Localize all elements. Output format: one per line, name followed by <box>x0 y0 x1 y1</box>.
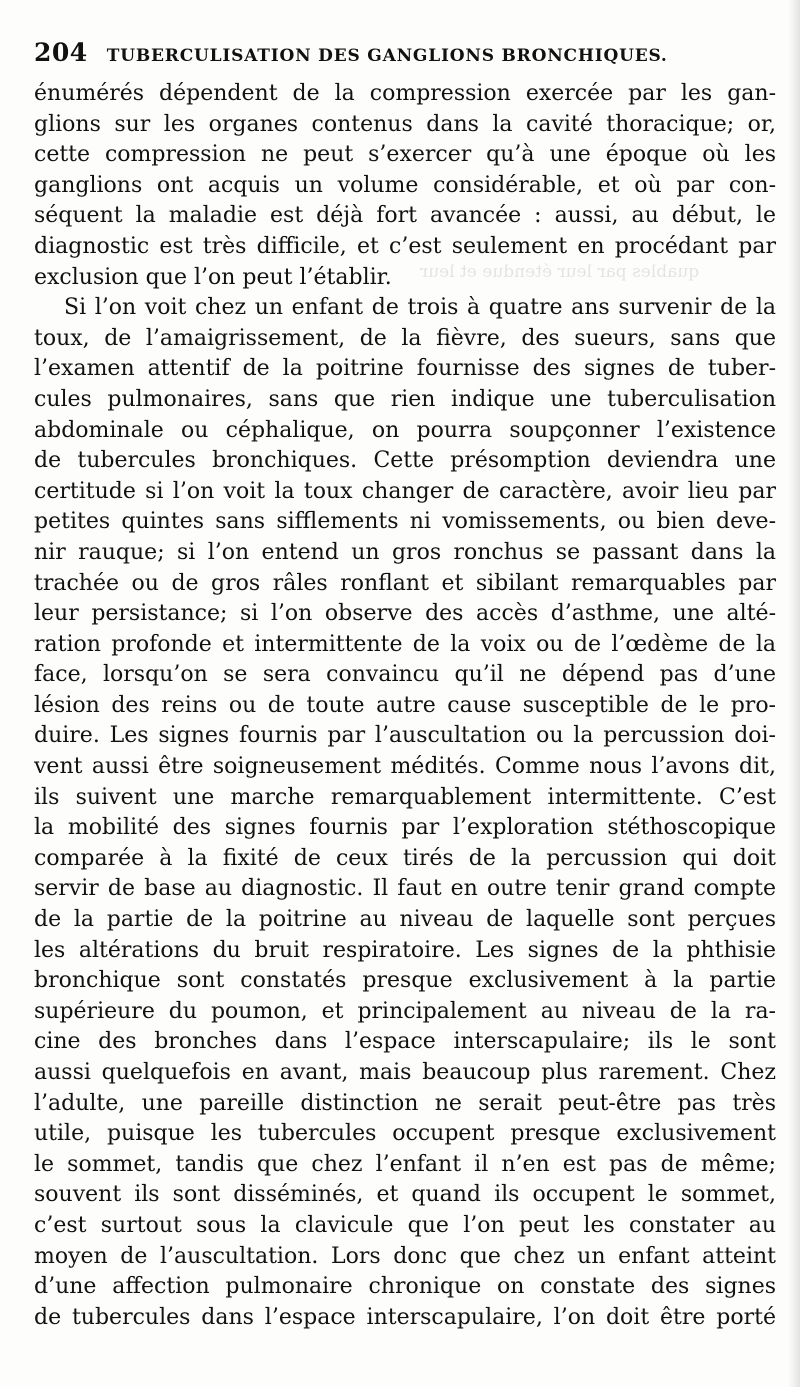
text-line: ganglions ont acquis un volume considérable, et où par con- <box>34 172 776 198</box>
text-line: cette compression ne peut s’exercer qu’à une époque où les <box>34 142 776 168</box>
text-line: de la partie de la poitrine au niveau de laquelle sont perçues <box>34 907 776 933</box>
text-line: séquent la maladie est déjà fort avancée : aussi, au début, le <box>34 203 776 229</box>
text-line: cine des bronches dans l’espace interscapulaire; ils le sont <box>34 1029 776 1055</box>
text-line: nir rauque; si l’on entend un gros ronchus se passant dans la <box>34 539 776 565</box>
text-line: l’examen attentif de la poitrine fournisse des signes de tuber- <box>34 356 776 382</box>
paragraph-first-line: Si l’on voit chez un enfant de trois à quatre ans survenir de la <box>64 295 776 321</box>
text-line: aussi quelquefois en avant, mais beaucoup plus rarement. Chez <box>34 1060 776 1085</box>
text-line: face, lorsqu’on se sera convaincu qu’il ne dépend pas d’une <box>34 662 776 688</box>
text-line: leur persistance; si l’on observe des accès d’asthme, une alté- <box>34 601 776 627</box>
text-line: vent aussi être soigneusement médités. Comme nous l’avons dit, <box>34 754 776 780</box>
text-line: ration profonde et intermittente de la voix ou de l’œdème de la <box>34 631 776 657</box>
text-line: servir de base au diagnostic. Il faut en outre tenir grand compte <box>34 876 776 902</box>
text-line: trachée ou de gros râles ronflant et sibilant remarquables par <box>34 570 776 596</box>
text-line: les altérations du bruit respiratoire. Les signes de la phthisie <box>34 937 776 963</box>
text-line: la mobilité des signes fournis par l’exploration stéthoscopique <box>34 815 776 841</box>
text-line: d’une affection pulmonaire chronique on constate des signes <box>34 1274 776 1300</box>
text-line: moyen de l’auscultation. Lors donc que chez un enfant atteint <box>34 1243 776 1269</box>
body-text <box>34 79 776 1333</box>
text-line: lésion des reins ou de toute autre cause susceptible de le pro- <box>34 692 776 718</box>
text-line: cules pulmonaires, sans que rien indique une tuberculisation <box>34 386 776 412</box>
text-line: énumérés dépendent de la compression exercée par les gan- <box>34 81 776 106</box>
running-head <box>34 38 774 68</box>
running-title: TUBERCULISATION DES GANGLIONS BRONCHIQUES. <box>106 46 668 66</box>
text-line: glions sur les organes contenus dans la cavité thoracique; or, <box>34 111 776 137</box>
text-line: comparée à la fixité de ceux tirés de la percussion qui doit <box>34 845 776 871</box>
text-line: supérieure du poumon, et principalement au niveau de la ra- <box>34 998 776 1024</box>
text-line: l’adulte, une pareille distinction ne serait peut-être pas très <box>34 1090 776 1116</box>
text-line: ils suivent une marche remarquablement intermittente. C’est <box>34 784 776 810</box>
text-line: petites quintes sans sifflements ni vomissements, ou bien deve- <box>34 509 776 535</box>
page-number: 204 <box>34 38 88 67</box>
text-line: c’est surtout sous la clavicule que l’on peut les constater au <box>34 1212 776 1238</box>
text-line: certitude si l’on voit la toux changer de caractère, avoir lieu par <box>34 478 776 504</box>
page-edge-shadow <box>788 0 800 1387</box>
paragraph-end-line: exclusion que l’on peut l’établir. <box>34 264 392 290</box>
text-line: de tubercules bronchiques. Cette présomption deviendra une <box>34 448 776 474</box>
text-line: utile, puisque les tubercules occupent presque exclusivement <box>34 1121 776 1147</box>
text-line: diagnostic est très difficile, et c’est seulement en procédant par <box>34 233 776 259</box>
text-line: toux, de l’amaigrissement, de la fièvre, des sueurs, sans que <box>34 325 776 351</box>
text-line: de tubercules dans l’espace interscapulaire, l’on doit être porté <box>34 1304 776 1330</box>
text-line: duire. Les signes fournis par l’auscultation ou la percussion doi- <box>34 723 776 749</box>
text-line: abdominale ou céphalique, on pourra soupçonner l’existence <box>34 417 776 443</box>
text-line: bronchique sont constatés presque exclusivement à la partie <box>34 968 776 994</box>
text-line: le sommet, tandis que chez l’enfant il n’en est pas de même; <box>34 1151 776 1177</box>
text-line: souvent ils sont disséminés, et quand ils occupent le sommet, <box>34 1182 776 1208</box>
show-through-text: quables par leur étendue et leur <box>420 262 700 282</box>
